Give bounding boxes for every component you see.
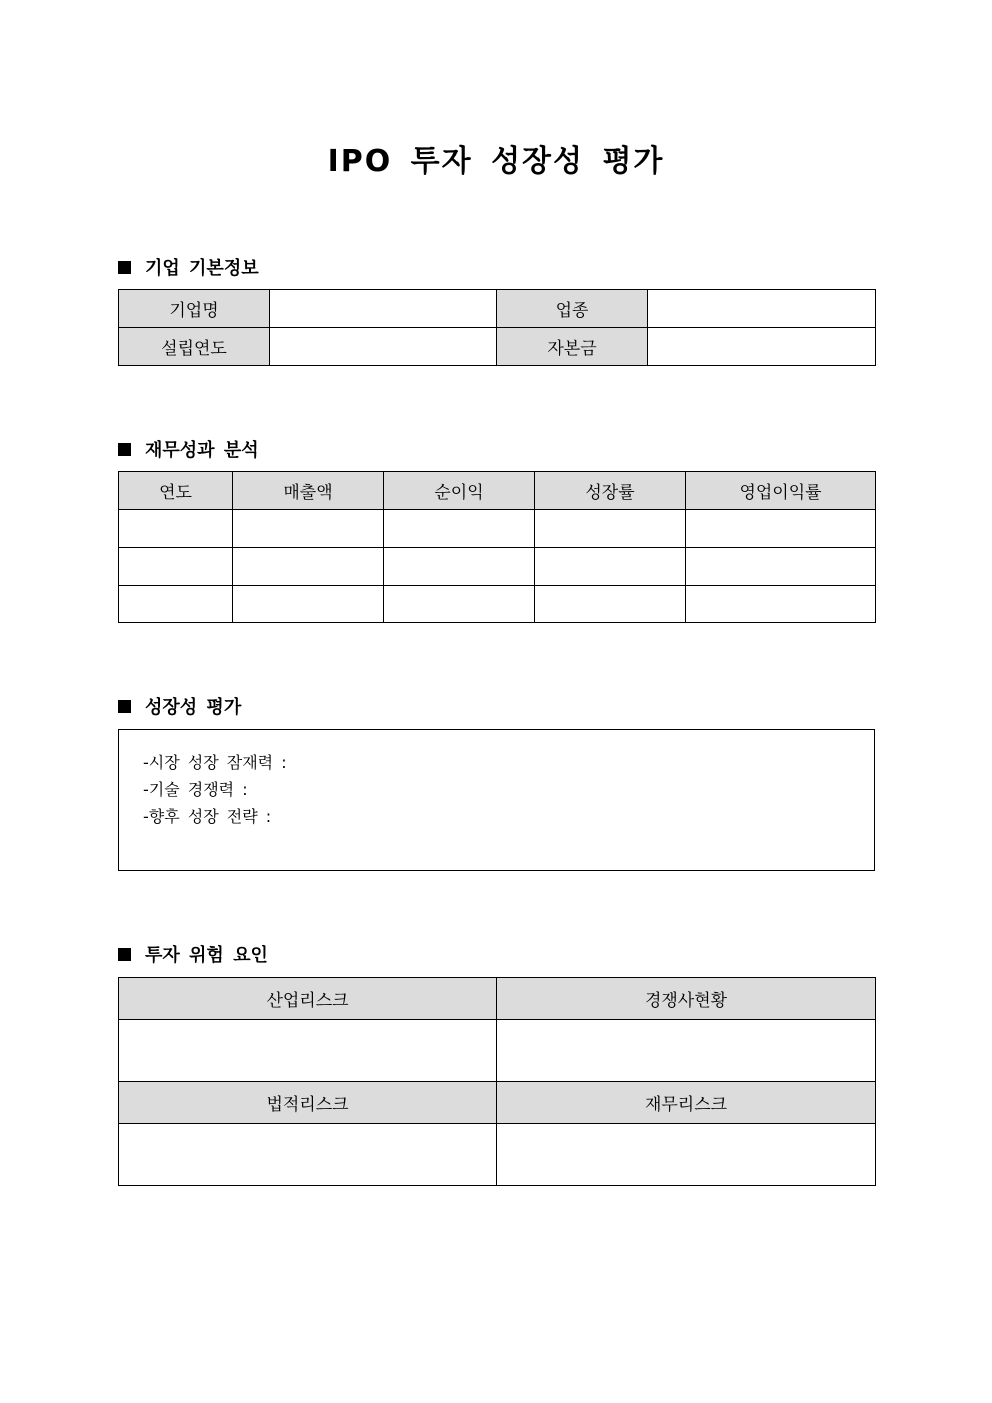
column-header-operating-margin: 영업이익률 <box>686 472 876 510</box>
column-header-net-income: 순이익 <box>384 472 535 510</box>
company-name-label: 기업명 <box>119 290 270 328</box>
company-info-table <box>118 289 876 366</box>
section-heading-company <box>118 254 259 280</box>
industry-label: 업종 <box>497 290 648 328</box>
column-header-year: 연도 <box>119 472 233 510</box>
financial-risk-label: 재무리스크 <box>497 1082 876 1124</box>
industry-risk-field[interactable] <box>119 1020 497 1082</box>
risk-table <box>118 977 876 1186</box>
capital-label: 자본금 <box>497 328 648 366</box>
competitor-status-field[interactable] <box>497 1020 876 1082</box>
operating-margin-cell[interactable] <box>686 586 876 623</box>
growth-rate-cell[interactable] <box>535 586 686 623</box>
section-heading-financial <box>118 436 259 462</box>
section-heading-growth-label: 성장성 평가 <box>145 697 242 718</box>
table-row <box>119 510 876 548</box>
revenue-cell[interactable] <box>233 548 384 586</box>
founded-year-field[interactable] <box>270 328 497 366</box>
square-bullet-icon <box>118 261 131 274</box>
page-title: IPO 투자 성장성 평가 <box>327 144 665 179</box>
section-heading-risk-label: 투자 위험 요인 <box>145 945 268 966</box>
financial-risk-field[interactable] <box>497 1124 876 1186</box>
growth-rate-cell[interactable] <box>535 548 686 586</box>
industry-field[interactable] <box>648 290 876 328</box>
net-income-cell[interactable] <box>384 510 535 548</box>
revenue-cell[interactable] <box>233 510 384 548</box>
financial-table <box>118 471 876 623</box>
table-row <box>119 548 876 586</box>
legal-risk-label: 법적리스크 <box>119 1082 497 1124</box>
column-header-revenue: 매출액 <box>233 472 384 510</box>
revenue-cell[interactable] <box>233 586 384 623</box>
square-bullet-icon <box>118 700 131 713</box>
year-cell[interactable] <box>119 586 233 623</box>
section-heading-risk <box>118 941 268 967</box>
company-name-field[interactable] <box>270 290 497 328</box>
market-potential-line: -시장 성장 잠재력 : <box>143 753 287 772</box>
net-income-cell[interactable] <box>384 586 535 623</box>
growth-strategy-line: -향후 성장 전략 : <box>143 807 272 826</box>
table-row <box>119 586 876 623</box>
growth-rate-cell[interactable] <box>535 510 686 548</box>
operating-margin-cell[interactable] <box>686 510 876 548</box>
section-heading-company-label: 기업 기본정보 <box>145 258 259 279</box>
competitor-status-label: 경쟁사현황 <box>497 978 876 1020</box>
founded-year-label: 설립연도 <box>119 328 270 366</box>
section-heading-growth <box>118 693 241 719</box>
square-bullet-icon <box>118 443 131 456</box>
year-cell[interactable] <box>119 548 233 586</box>
legal-risk-field[interactable] <box>119 1124 497 1186</box>
net-income-cell[interactable] <box>384 548 535 586</box>
operating-margin-cell[interactable] <box>686 548 876 586</box>
square-bullet-icon <box>118 948 131 961</box>
section-heading-financial-label: 재무성과 분석 <box>145 440 259 461</box>
column-header-growth-rate: 성장률 <box>535 472 686 510</box>
industry-risk-label: 산업리스크 <box>119 978 497 1020</box>
capital-field[interactable] <box>648 328 876 366</box>
year-cell[interactable] <box>119 510 233 548</box>
growth-evaluation-box[interactable] <box>118 729 875 871</box>
tech-competitiveness-line: -기술 경쟁력 : <box>143 780 248 799</box>
